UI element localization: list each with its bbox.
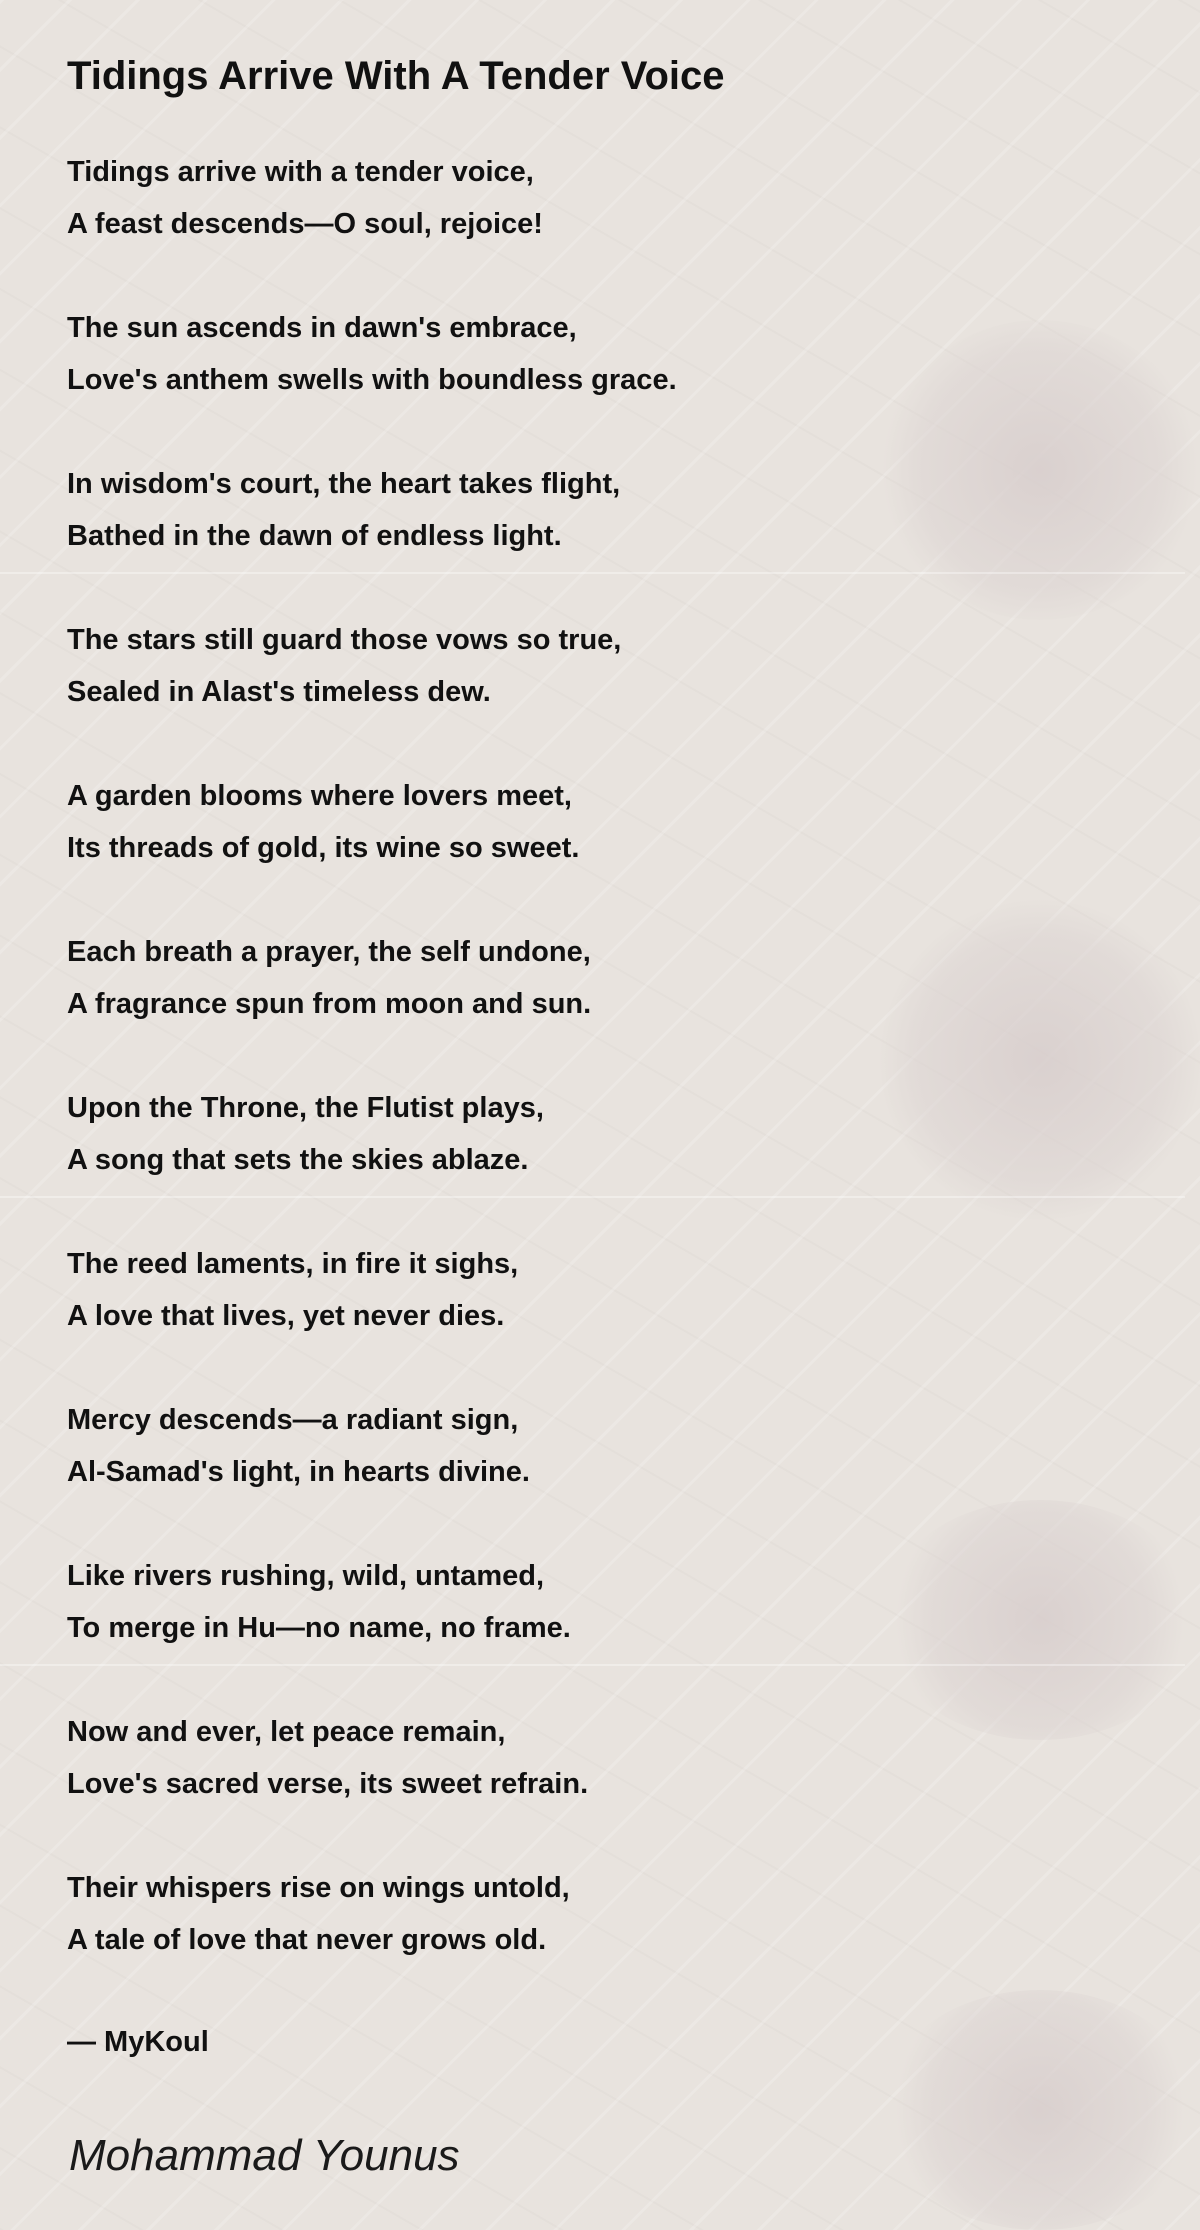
attribution: — MyKoul <box>67 2026 209 2058</box>
poem-line: Mercy descends—a radiant sign, <box>67 1404 519 1436</box>
poem-line: A song that sets the skies ablaze. <box>67 1144 529 1176</box>
stanza <box>67 146 677 250</box>
poem-line: Upon the Throne, the Flutist plays, <box>67 1092 544 1124</box>
author-name: Mohammad Younus <box>69 2131 460 2180</box>
poem-line: Each breath a prayer, the self undone, <box>67 936 591 968</box>
ink-blot-decoration <box>880 1990 1200 2230</box>
poem-line: Its threads of gold, its wine so sweet. <box>67 832 580 864</box>
poem-line: Sealed in Alast's timeless dew. <box>67 676 491 708</box>
poem-body <box>67 146 677 2018</box>
poem-line: A garden blooms where lovers meet, <box>67 780 572 812</box>
poem-line: The reed laments, in fire it sighs, <box>67 1248 519 1280</box>
stanza <box>67 1238 677 1342</box>
poem-line: A fragrance spun from moon and sun. <box>67 988 592 1020</box>
stanza <box>67 1394 677 1498</box>
poem-line: Love's sacred verse, its sweet refrain. <box>67 1768 589 1800</box>
poem-line: Bathed in the dawn of endless light. <box>67 520 562 552</box>
poem-line: Their whispers rise on wings untold, <box>67 1872 570 1904</box>
ink-blot-decoration <box>880 320 1200 620</box>
poem-line: Tidings arrive with a tender voice, <box>67 156 534 188</box>
stanza <box>67 302 677 406</box>
poem-page <box>67 48 1147 2180</box>
poem-line: The sun ascends in dawn's embrace, <box>67 312 577 344</box>
stanza <box>67 458 677 562</box>
poem-line: Like rivers rushing, wild, untamed, <box>67 1560 544 1592</box>
stanza <box>67 926 677 1030</box>
poem-line: Now and ever, let peace remain, <box>67 1716 506 1748</box>
page-title: Tidings Arrive With A Tender Voice <box>67 54 725 98</box>
poem-line: Al-Samad's light, in hearts divine. <box>67 1456 530 1488</box>
poem-line: A love that lives, yet never dies. <box>67 1300 505 1332</box>
poem-line: A feast descends—O soul, rejoice! <box>67 208 543 240</box>
stanza <box>67 1862 677 1966</box>
poem-line: Love's anthem swells with boundless grace. <box>67 364 677 396</box>
stanza <box>67 614 677 718</box>
ink-blot-decoration <box>880 1500 1200 1740</box>
stanza <box>67 1082 677 1186</box>
stanza <box>67 770 677 874</box>
poem-line: A tale of love that never grows old. <box>67 1924 547 1956</box>
poem-line: To merge in Hu—no name, no frame. <box>67 1612 571 1644</box>
poem-line: The stars still guard those vows so true, <box>67 624 622 656</box>
stanza <box>67 1550 677 1654</box>
poem-line: In wisdom's court, the heart takes flight, <box>67 468 621 500</box>
stanza <box>67 1706 677 1810</box>
ink-blot-decoration <box>880 900 1200 1220</box>
